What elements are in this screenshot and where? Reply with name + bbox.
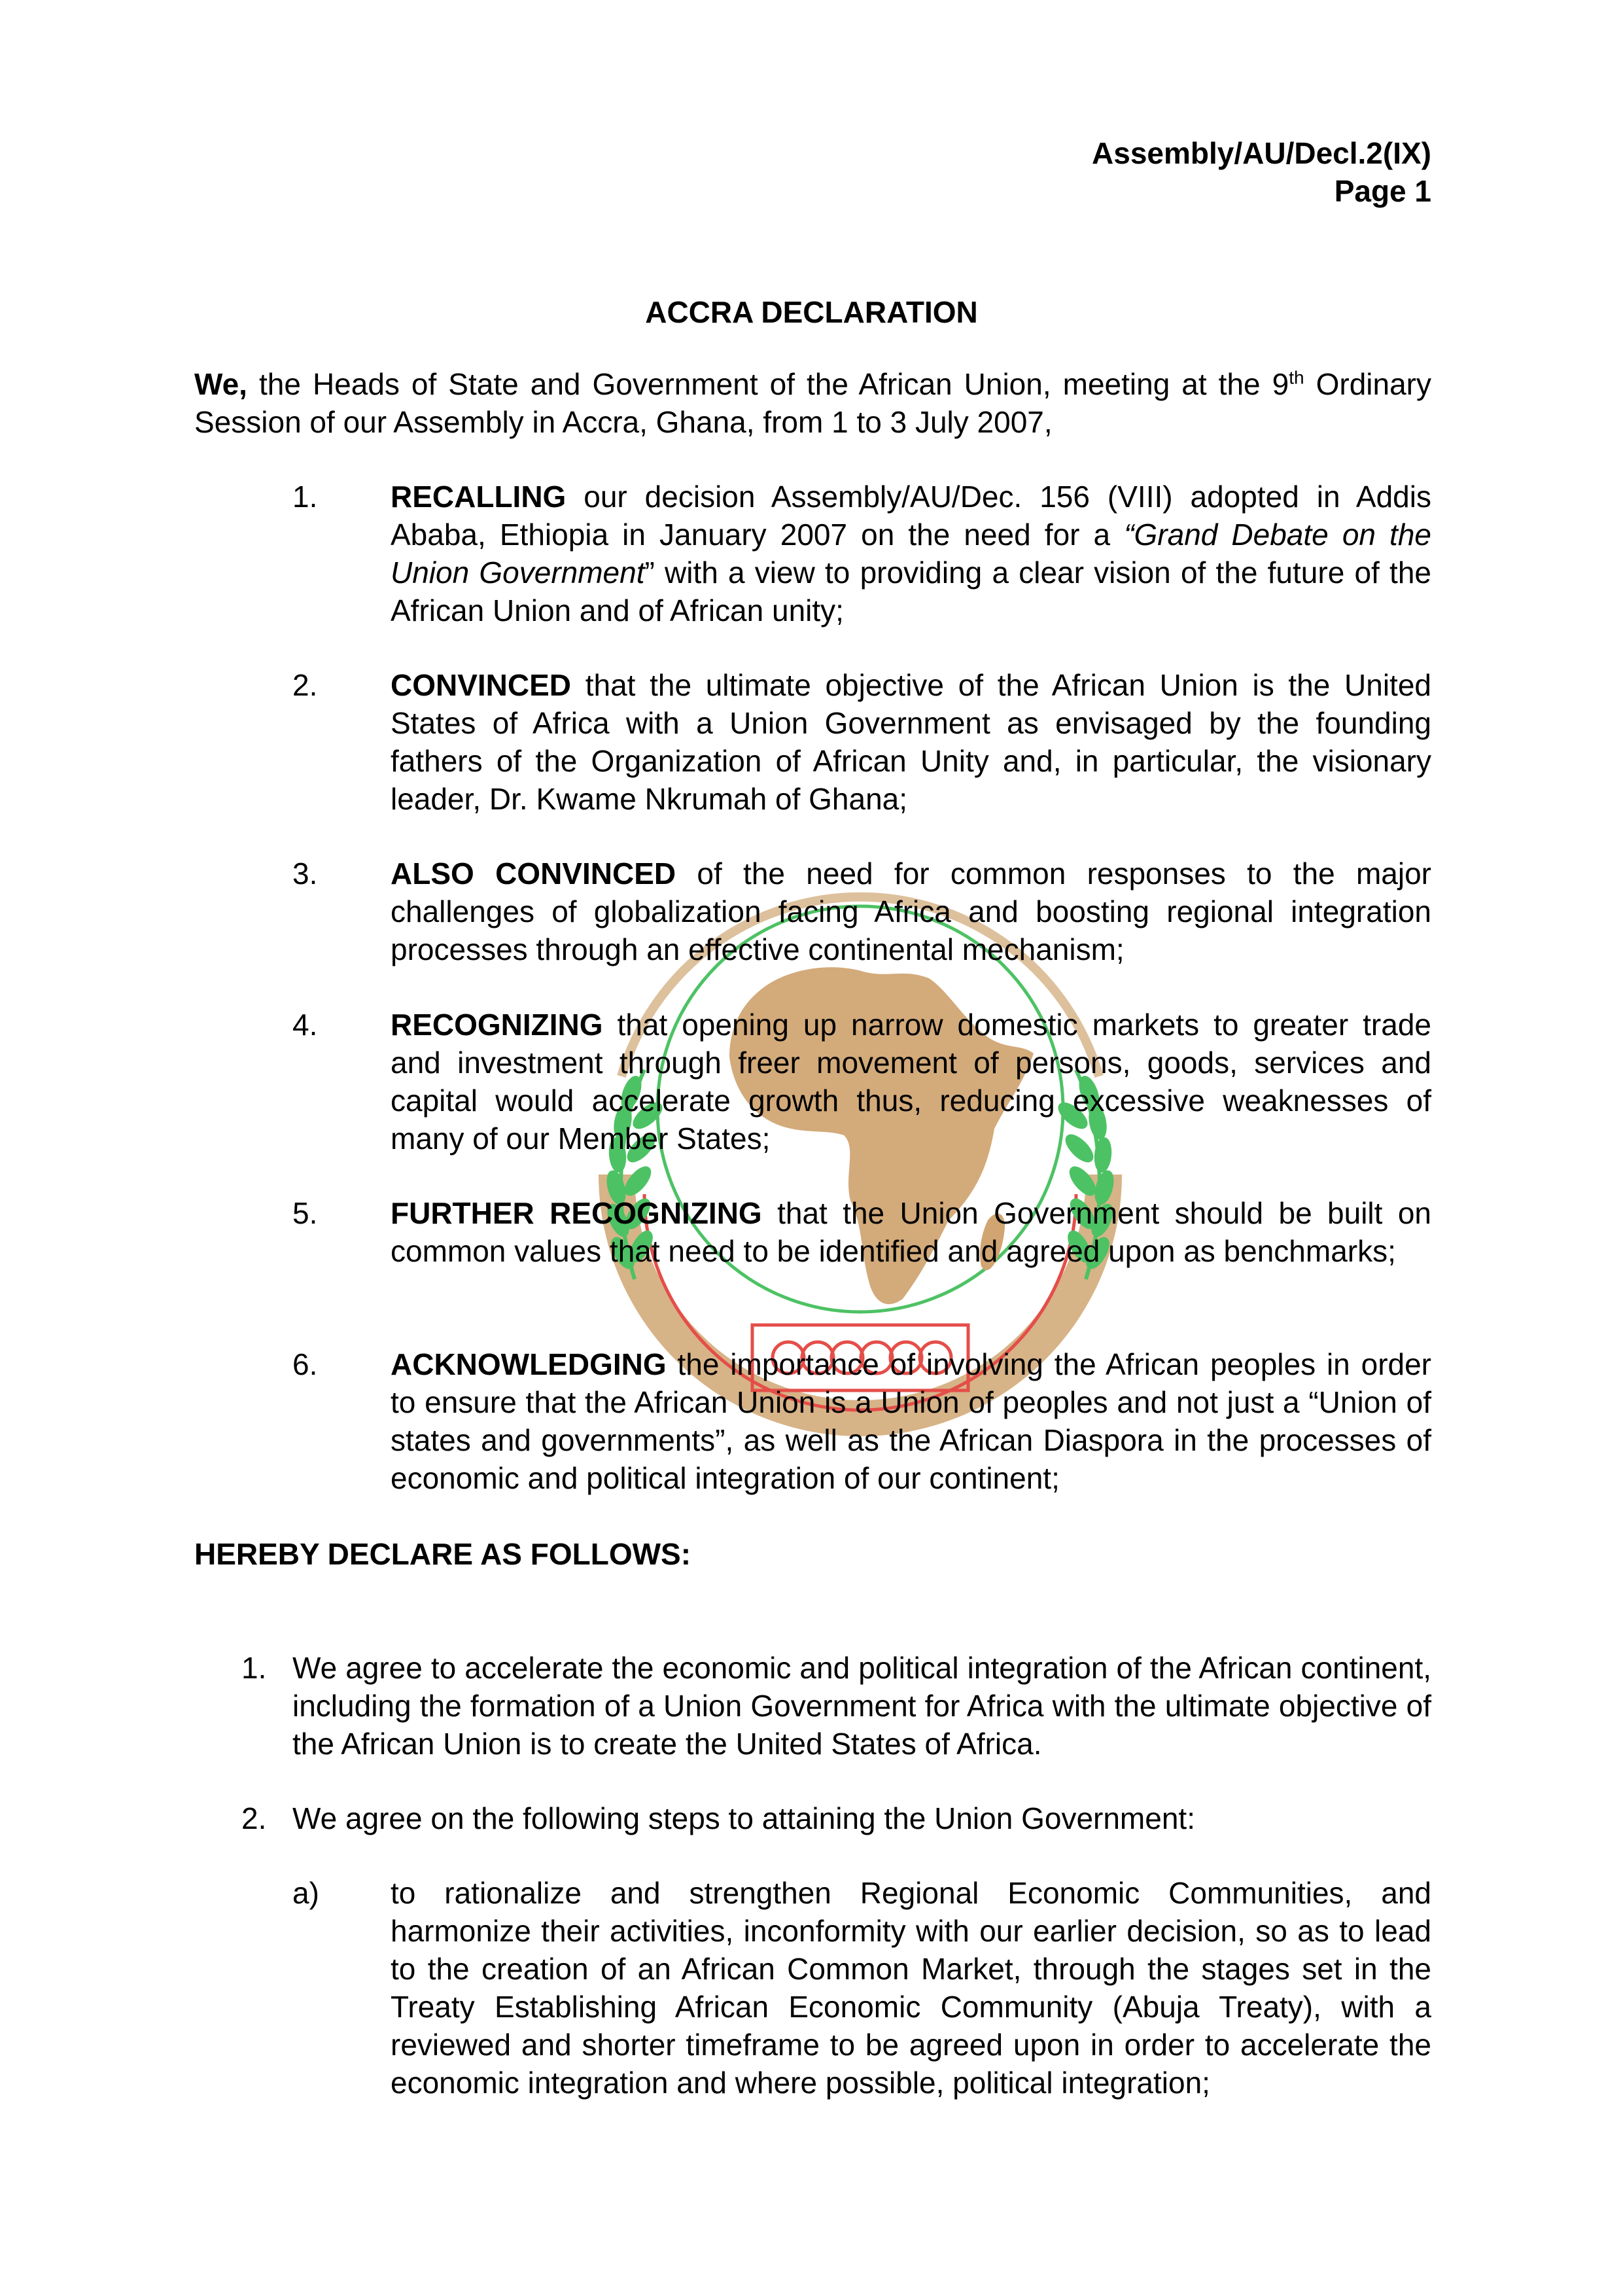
preamble-text-a: that opening up narrow domestic markets to greater trade and investment through freer movement of persons, goods, services and capital would accelerate growth thus, reducing excessive weaknesses of many of our Member States; — [391, 1008, 1431, 1156]
preamble-text — [391, 855, 1431, 968]
page-number: Page 1 — [1334, 174, 1431, 208]
declaration-number: 1. — [241, 1651, 267, 1685]
preamble-text — [391, 666, 1431, 818]
document-header — [1092, 134, 1431, 210]
preamble-keyword: RECALLING — [391, 480, 567, 514]
preamble-keyword: ALSO CONVINCED — [391, 857, 676, 891]
document-title: ACCRA DECLARATION — [645, 295, 978, 329]
preamble-number: 3. — [292, 857, 318, 891]
intro-paragraph — [194, 365, 1431, 441]
preamble-number: 4. — [292, 1008, 318, 1042]
preamble-text — [391, 478, 1431, 629]
preamble-number: 6. — [292, 1347, 318, 1381]
preamble-keyword: RECOGNIZING — [391, 1008, 603, 1042]
declaration-number: 2. — [241, 1801, 267, 1835]
step-text: to rationalize and strengthen Regional Economic Communities, and harmonize their activities, inconformity with our earlier decision, so as to lead to the creation of an African Common Market, through the stages set in the Treaty Establishing African Economic Community (Abuja Treaty), with a reviewed and shorter timeframe to be agreed upon in order to accelerate the economic integration and where possible, political integration; — [391, 1876, 1431, 2100]
preamble-keyword: ACKNOWLEDGING — [391, 1347, 667, 1381]
preamble-italic: “Grand Debate on the Union Government — [391, 518, 1431, 590]
preamble-keyword: FURTHER RECOGNIZING — [391, 1196, 762, 1230]
preamble-text-a: our decision Assembly/AU/Dec. 156 (VIII) adopted in Addis Ababa, Ethiopia in January 2007 on the need for a — [391, 480, 1431, 552]
preamble-number: 5. — [292, 1196, 318, 1230]
intro-text-a: the Heads of State and Government of the African Union, meeting at the 9 — [247, 367, 1289, 401]
declare-heading: HEREBY DECLARE AS FOLLOWS: — [194, 1537, 691, 1571]
intro-lead: We, — [194, 367, 247, 401]
preamble-text-a: of the need for common responses to the major challenges of globalization facing Africa and boosting regional integration processes through an effective continental mechanism; — [391, 857, 1432, 966]
preamble-number: 1. — [292, 480, 318, 514]
declaration-text: We agree on the following steps to attaining the Union Government: — [292, 1801, 1195, 1835]
document-reference: Assembly/AU/Decl.2(IX) — [1092, 136, 1431, 170]
preamble-text — [391, 1194, 1431, 1270]
preamble-number: 2. — [292, 668, 318, 702]
preamble-text — [391, 1006, 1431, 1157]
intro-sup: th — [1289, 367, 1304, 388]
preamble-text-a: that the ultimate objective of the African Union is the United States of Africa with a Union Government as envisaged by the founding fathers of the Organization of African Unity and, in particular, the visionary leader, Dr. Kwame Nkrumah of Ghana; — [391, 668, 1431, 816]
intro-text-b: Ordinary Session of our Assembly in Accra, Ghana, from 1 to 3 July 2007, — [194, 367, 1431, 439]
declaration-text: We agree to accelerate the economic and political integration of the African continent, including the formation of a Union Government for Africa with the ultimate objective of the African Union is to create the United States of Africa. — [292, 1651, 1431, 1761]
step-letter: a) — [292, 1876, 319, 1910]
preamble-text — [391, 1345, 1431, 1497]
preamble-text-a: the importance of involving the African peoples in order to ensure that the African Union is a Union of peoples and not just a “Union of states and governments”, as well as the African Diaspora in the processes of economic and political integration of our continent; — [391, 1347, 1431, 1495]
preamble-text-b: ” with a view to providing a clear vision of the future of the African Union and of African unity; — [391, 556, 1431, 627]
preamble-text-a: that the Union Government should be built on common values that need to be identified and agreed upon as benchmarks; — [391, 1196, 1431, 1268]
preamble-keyword: CONVINCED — [391, 668, 572, 702]
